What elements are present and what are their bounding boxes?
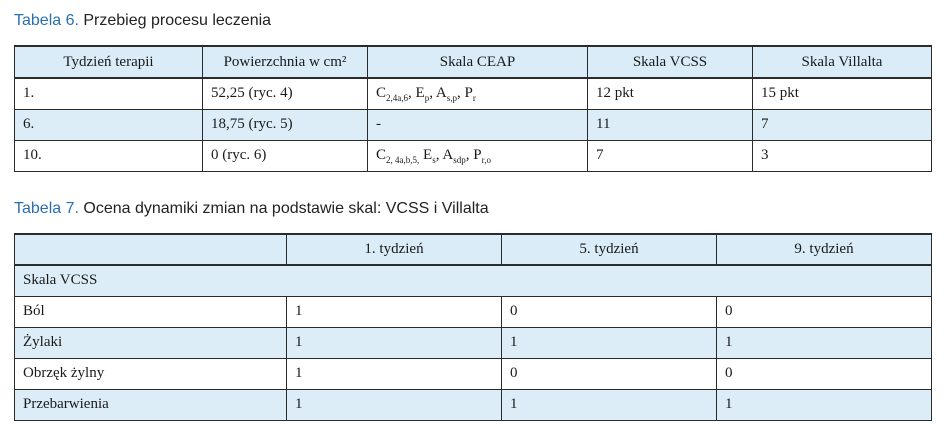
table6-caption — [14, 12, 271, 30]
table6-caption-text: Przebieg procesu leczenia — [78, 12, 272, 29]
ceap-cell: $C_{2,4a,6}$, $E_p$, $A_{s,p}$, $P_r$ — [368, 78, 588, 109]
column-header: 9. tydzień — [717, 234, 932, 265]
value-cell: 0 — [717, 296, 932, 327]
column-header: 1. tydzień — [287, 234, 502, 265]
table-row — [15, 389, 932, 420]
table7-caption-text: Ocena dynamiki zmian na podstawie skal: VCSS i Villalta — [78, 200, 489, 217]
ceap-cell: $C_{2, 4a,b,5,}$ $E_s$, $A_{sdp}$, $P_{r,o}$ — [368, 140, 588, 171]
table-row — [15, 358, 932, 389]
value-cell: 0 — [717, 358, 932, 389]
area-cell: 18,75 (ryc. 5) — [203, 109, 368, 140]
area-cell: 52,25 (ryc. 4) — [203, 78, 368, 109]
section-row — [15, 265, 932, 296]
table-header-row — [15, 46, 932, 78]
table-row — [15, 296, 932, 327]
value-cell: 1 — [287, 358, 502, 389]
ceap-cell: - — [368, 109, 588, 140]
row-label: Ból — [15, 296, 287, 327]
week-cell: 1. — [15, 78, 203, 109]
table-row — [15, 78, 932, 109]
table-row — [15, 140, 932, 171]
column-header: Skala VCSS — [588, 46, 753, 78]
column-header: Tydzień terapii — [15, 46, 203, 78]
week-cell: 6. — [15, 109, 203, 140]
area-cell: 0 (ryc. 6) — [203, 140, 368, 171]
villalta-cell: 3 — [753, 140, 932, 171]
row-label: Żylaki — [15, 327, 287, 358]
value-cell: 1 — [502, 389, 717, 420]
villalta-cell: 15 pkt — [753, 78, 932, 109]
column-header: Skala CEAP — [368, 46, 588, 78]
value-cell: 1 — [287, 389, 502, 420]
value-cell: 1 — [287, 327, 502, 358]
vcss-cell: 7 — [588, 140, 753, 171]
column-header: 5. tydzień — [502, 234, 717, 265]
vcss-cell: 12 pkt — [588, 78, 753, 109]
villalta-cell: 7 — [753, 109, 932, 140]
table7-caption-label: Tabela 7. — [14, 200, 79, 217]
column-header — [15, 234, 287, 265]
row-label: Przebarwienia — [15, 389, 287, 420]
table-row — [15, 109, 932, 140]
value-cell: 1 — [502, 327, 717, 358]
row-label: Obrzęk żylny — [15, 358, 287, 389]
column-header: Powierzchnia w cm² — [203, 46, 368, 78]
value-cell: 0 — [502, 296, 717, 327]
vcss-cell: 11 — [588, 109, 753, 140]
value-cell: 1 — [717, 389, 932, 420]
table-row — [15, 327, 932, 358]
column-header: Skala Villalta — [753, 46, 932, 78]
value-cell: 1 — [287, 296, 502, 327]
value-cell: 0 — [502, 358, 717, 389]
table7-caption — [14, 200, 489, 218]
value-cell: 1 — [717, 327, 932, 358]
table6-caption-label: Tabela 6. — [14, 12, 79, 29]
section-label: Skala VCSS — [15, 265, 932, 296]
week-cell: 10. — [15, 140, 203, 171]
treatment-progress-table — [14, 45, 932, 172]
table-header-row — [15, 234, 932, 265]
dynamics-assessment-table — [14, 233, 932, 421]
